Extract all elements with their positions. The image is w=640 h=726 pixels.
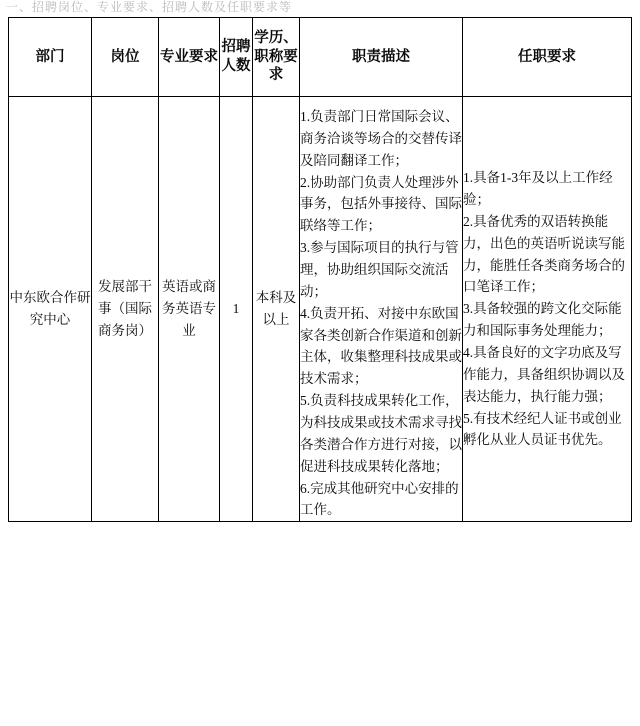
cell-major: 英语或商务英语专业 [159,97,220,522]
job-listing-table [8,17,632,522]
column-header-department: 部门 [9,18,92,97]
duty-item: 3.参与国际项目的执行与管理，协助组织国际交流活动； [300,240,459,299]
requirement-item: 4.具备良好的文字功底及写作能力，具备组织协调以及表达能力，执行能力强； [463,344,625,404]
column-header-position: 岗位 [92,18,159,97]
duty-item: 2.协助部门负责人处理涉外事务，包括外事接待、国际联络等工作； [300,174,462,234]
cell-department: 中东欧合作研究中心 [9,97,92,522]
requirement-item: 1.具备1-3年及以上工作经验； [463,170,613,207]
duty-item: 6.完成其他研究中心安排的工作。 [300,480,459,518]
cell-requirements [463,97,632,522]
column-header-duties: 职责描述 [300,18,463,97]
column-header-major: 专业要求 [159,18,220,97]
column-header-count: 招聘人数 [220,18,253,97]
duty-item: 5.负责科技成果转化工作，为科技成果或技术需求寻找各类潜合作方进行对接，以促进科技成果转化落地； [300,393,462,474]
requirement-item: 2.具备优秀的双语转换能力，出色的英语听说读写能力，能胜任各类商务场合的口笔译工作； [463,213,625,295]
cell-count: 1 [220,97,253,522]
duty-item: 1.负责部门日常国际会议、商务洽谈等场合的交替传译及陪同翻译工作； [300,109,462,168]
column-header-education: 学历、职称要求 [253,18,300,97]
requirement-item: 5.有技术经纪人证书或创业孵化从业人员证书优先。 [463,410,622,448]
table-header [9,18,632,97]
duty-item: 4.负责开拓、对接中东欧国家各类创新合作渠道和创新主体，收集整理科技成果或技术需求； [300,305,462,387]
table-body [9,97,632,522]
table-header-row [9,18,632,97]
table-row [9,97,632,522]
cell-position: 发展部干事（国际商务岗） [92,97,159,522]
cell-education: 本科及以上 [253,97,300,522]
cell-duties [300,97,463,522]
faded-heading-text: 一、招聘岗位、专业要求、招聘人数及任职要求等 [6,0,293,14]
requirement-item: 3.具备较强的跨文化交际能力和国际事务处理能力； [463,301,622,339]
column-header-requirements: 任职要求 [463,18,632,97]
